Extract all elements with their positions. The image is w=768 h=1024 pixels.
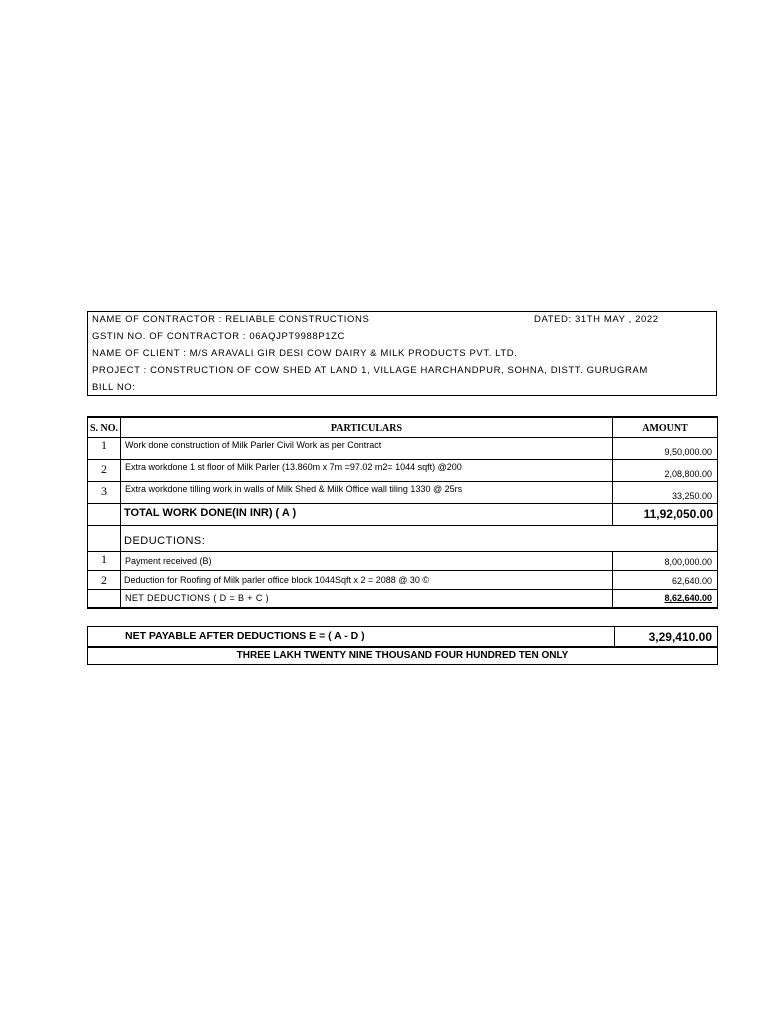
row-2-amount: 2,08,800.00 [612, 459, 718, 482]
deduction-2-particulars: Deduction for Roofing of Milk parler office block 1044Sqft x 2 = 2088 @ 30 © [120, 570, 613, 590]
total-row-spacer [87, 503, 121, 551]
amount-in-words: THREE LAKH TWENTY NINE THOUSAND FOUR HUNDRED TEN ONLY [87, 647, 718, 665]
bill-header [87, 311, 717, 396]
row-2-sno: 2 [87, 459, 121, 482]
deduction-2-sno: 2 [87, 570, 121, 590]
deduction-1-amount: 8,00,000.00 [612, 551, 718, 571]
client-name: NAME OF CLIENT : M/S ARAVALI GIR DESI COW DAIRY & MILK PRODUCTS PVT. LTD. [92, 348, 518, 359]
gstin-number: GSTIN NO. OF CONTRACTOR : 06AQJPT9988P1ZC [92, 331, 345, 342]
net-deductions-label: NET DEDUCTIONS ( D = B + C ) [120, 589, 613, 608]
project-name: PROJECT : CONSTRUCTION OF COW SHED AT LAND 1, VILLAGE HARCHANDPUR, SOHNA, DISTT. GURUGRAM [92, 365, 648, 376]
column-header-particulars: PARTICULARS [120, 417, 613, 438]
column-header-amount: AMOUNT [612, 417, 718, 438]
row-3-amount: 33,250.00 [612, 481, 718, 504]
bill-date: DATED: 31TH MAY , 2022 [534, 314, 659, 325]
total-work-done-value: 11,92,050.00 [612, 503, 718, 526]
net-deductions-spacer [87, 589, 121, 608]
row-1-sno: 1 [87, 437, 121, 460]
net-payable-label: NET PAYABLE AFTER DEDUCTIONS E = ( A - D ) [125, 630, 365, 642]
row-1-amount: 9,50,000.00 [612, 437, 718, 460]
row-1-particulars: Work done construction of Milk Parler Civil Work as per Contract [120, 437, 613, 460]
deductions-heading: DEDUCTIONS: [124, 535, 206, 547]
deduction-1-particulars: Payment received (B) [120, 551, 613, 571]
deduction-1-sno: 1 [87, 551, 121, 571]
column-header-sno: S. NO. [87, 417, 121, 438]
net-deductions-value: 8,62,640.00 [612, 589, 718, 608]
row-3-particulars: Extra workdone tilling work in walls of Milk Shed & Milk Office wall tiling 1330 @ 25rs [120, 481, 613, 504]
row-3-sno: 3 [87, 481, 121, 504]
contractor-name: NAME OF CONTRACTOR : RELIABLE CONSTRUCTIONS [92, 314, 370, 325]
bill-number: BILL NO: [92, 382, 136, 393]
deduction-2-amount: 62,640.00 [612, 570, 718, 590]
divider [87, 525, 718, 526]
net-payable-value: 3,29,410.00 [614, 626, 718, 647]
net-payable-label-box [87, 626, 615, 647]
total-work-done-label: TOTAL WORK DONE(IN INR) ( A ) [124, 507, 297, 519]
row-2-particulars: Extra workdone 1 st floor of Milk Parler (13.860m x 7m =97.02 m2= 1044 sqft) @200 [120, 459, 613, 482]
